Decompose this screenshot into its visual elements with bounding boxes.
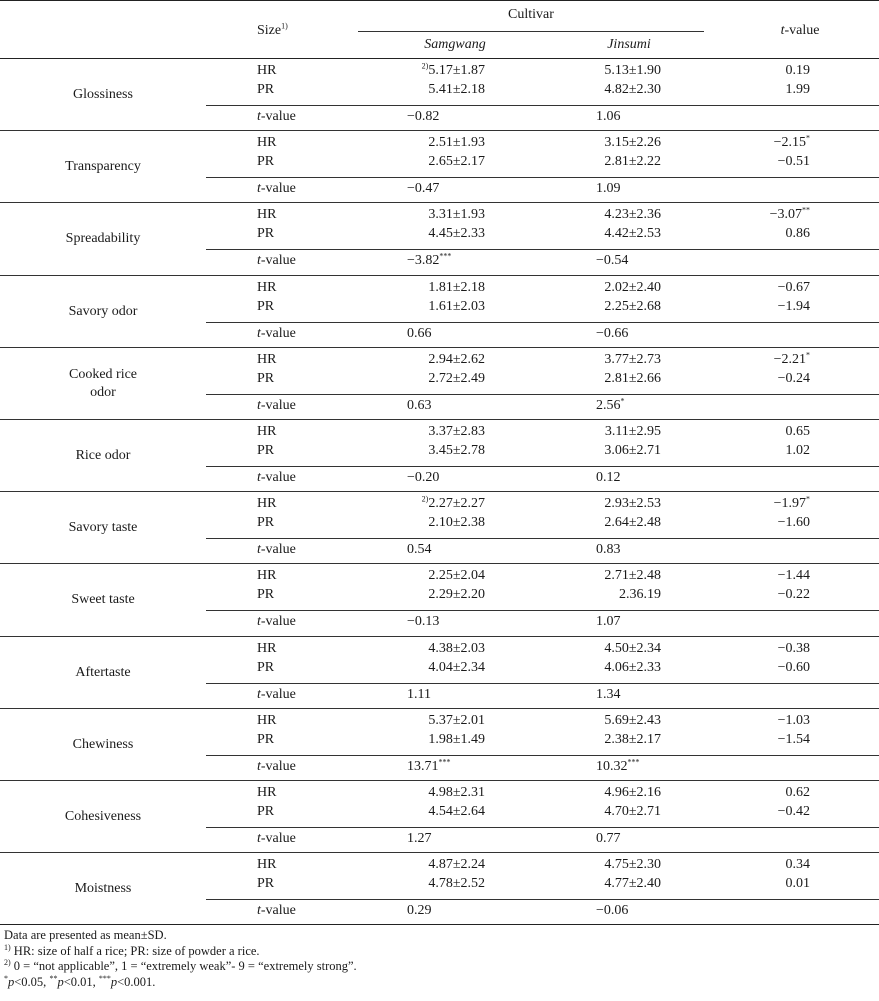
cell-tvalue-hr: 0.19 — [785, 63, 810, 78]
size-label-hr: HR — [257, 279, 277, 295]
cell-tvalue-pr: −0.42 — [777, 804, 810, 819]
tvalue-label: t-value — [257, 614, 296, 630]
size-label-pr: PR — [257, 731, 275, 747]
cell-tvalue-hr: −0.67 — [777, 279, 810, 295]
cell-jinsumi-pr: 4.70±2.71 — [604, 804, 661, 819]
tvalue-label: t-value — [257, 397, 296, 413]
cell-samgwang-tvalue: 0.29 — [407, 903, 432, 919]
cell-jinsumi-hr: 3.11±2.95 — [604, 424, 661, 439]
size-label-hr: HR — [257, 785, 277, 800]
cell-samgwang-tvalue: 0.54 — [407, 542, 432, 558]
row-group-rule — [0, 491, 879, 492]
tvalue-label: t-value — [257, 109, 296, 124]
tvalue-label: t-value — [257, 181, 296, 197]
footnote-data: Data are presented as mean±SD. — [4, 928, 167, 942]
cell-samgwang-pr: 2.10±2.38 — [428, 515, 485, 531]
cell-tvalue-pr: −0.60 — [777, 659, 810, 675]
cell-jinsumi-pr: 2.36.19 — [619, 587, 661, 603]
cell-jinsumi-hr: 4.23±2.36 — [604, 207, 661, 223]
row-group-rule — [0, 202, 879, 203]
cultivar-rule — [358, 31, 704, 32]
cell-jinsumi-tvalue: 1.09 — [596, 181, 621, 197]
cell-tvalue-pr: 0.01 — [785, 876, 810, 892]
cell-jinsumi-hr: 2.02±2.40 — [604, 279, 661, 295]
size-label-pr: PR — [257, 876, 275, 892]
row-inner-rule — [206, 827, 879, 828]
tvalue-label: t-value — [257, 686, 296, 702]
cell-jinsumi-tvalue: −0.06 — [596, 903, 629, 919]
row-group-rule — [0, 780, 879, 781]
cell-tvalue-pr: 0.86 — [785, 226, 810, 242]
tvalue-label: t-value — [257, 542, 296, 558]
cell-jinsumi-hr: 5.13±1.90 — [604, 63, 661, 78]
cell-jinsumi-pr: 2.64±2.48 — [604, 515, 661, 531]
row-inner-rule — [206, 105, 879, 106]
header-bottom-rule — [0, 58, 879, 59]
cell-jinsumi-pr: 2.81±2.22 — [604, 154, 661, 170]
size-label-hr: HR — [257, 712, 277, 728]
cell-jinsumi-tvalue: −0.54 — [596, 253, 629, 269]
size-label-pr: PR — [257, 226, 275, 242]
cell-samgwang-hr: $^{2)}$2.27±2.27 — [421, 494, 485, 512]
cell-jinsumi-tvalue: 0.77 — [596, 831, 621, 846]
cell-tvalue-pr: 1.02 — [785, 443, 810, 458]
footnote-1: $^{1)}$ HR: size of half a rice; PR: size of powder a rice. — [4, 942, 260, 958]
cell-samgwang-tvalue: −0.82 — [407, 109, 440, 124]
cell-jinsumi-pr: 4.82±2.30 — [604, 82, 661, 97]
size-label-pr: PR — [257, 804, 275, 819]
cell-samgwang-hr: 5.37±2.01 — [428, 712, 485, 728]
attribute-name: Spreadability — [65, 231, 141, 247]
cell-samgwang-tvalue: −0.20 — [407, 470, 440, 485]
cell-samgwang-pr: 3.45±2.78 — [428, 443, 485, 458]
cell-tvalue-pr: −1.94 — [777, 298, 810, 314]
cell-tvalue-pr: −0.24 — [777, 370, 810, 386]
size-label-pr: PR — [257, 298, 275, 314]
cell-samgwang-pr: 4.54±2.64 — [428, 804, 485, 819]
cell-samgwang-hr: 4.98±2.31 — [428, 785, 485, 800]
cell-samgwang-tvalue: 1.11 — [407, 686, 431, 702]
cell-tvalue-hr: −1.03 — [777, 712, 810, 728]
cell-samgwang-hr: 2.51±1.93 — [428, 135, 485, 151]
size-label-pr: PR — [257, 154, 275, 170]
tvalue-label: t-value — [257, 470, 296, 485]
cell-tvalue-pr: −1.60 — [777, 515, 810, 531]
size-label-pr: PR — [257, 515, 275, 531]
cell-tvalue-pr: −1.54 — [777, 731, 810, 747]
cell-jinsumi-pr: 4.06±2.33 — [604, 659, 661, 675]
cell-samgwang-pr: 2.29±2.20 — [428, 587, 485, 603]
header-cultivar: Cultivar — [508, 7, 554, 22]
cell-tvalue-hr: −1.97* — [773, 494, 810, 512]
cell-samgwang-tvalue: −0.47 — [407, 181, 440, 197]
size-label-hr: HR — [257, 568, 277, 584]
cell-samgwang-tvalue: −3.82*** — [407, 251, 452, 269]
cell-samgwang-pr: 1.61±2.03 — [428, 298, 485, 314]
row-group-rule — [0, 275, 879, 276]
attribute-name: Moistness — [74, 881, 132, 897]
row-inner-rule — [206, 249, 879, 250]
size-label-hr: HR — [257, 857, 277, 873]
row-inner-rule — [206, 538, 879, 539]
cell-samgwang-pr: 4.04±2.34 — [428, 659, 485, 675]
cell-samgwang-hr: 2.25±2.04 — [428, 568, 485, 584]
attribute-name: Rice odor — [75, 448, 131, 463]
size-label-pr: PR — [257, 370, 275, 386]
cell-jinsumi-hr: 2.93±2.53 — [604, 496, 661, 512]
tvalue-label: t-value — [257, 903, 296, 919]
cell-tvalue-hr: −2.15* — [773, 133, 810, 151]
attribute-name: Savory taste — [68, 520, 138, 536]
cell-jinsumi-tvalue: 1.07 — [596, 614, 621, 630]
cell-jinsumi-tvalue: 1.34 — [596, 686, 621, 702]
cell-samgwang-hr: 3.31±1.93 — [428, 207, 485, 223]
attribute-name: Sweet taste — [71, 592, 135, 608]
table-footnotes — [4, 928, 357, 990]
attribute-name: Cooked rice — [68, 366, 138, 382]
footnote-2: $^{2)}$ 0 = “not applicable”, 1 = “extremely weak”- 9 = “extremely strong”. — [4, 957, 357, 973]
size-label-pr: PR — [257, 587, 275, 603]
cell-samgwang-hr: $^{2)}$5.17±1.87 — [421, 61, 485, 78]
header-cultivar-samgwang: Samgwang — [424, 37, 486, 52]
cell-samgwang-hr: 3.37±2.83 — [428, 424, 485, 439]
size-label-hr: HR — [257, 351, 277, 367]
cell-samgwang-tvalue: 0.66 — [407, 325, 432, 341]
cell-samgwang-pr: 4.45±2.33 — [428, 226, 485, 242]
cell-jinsumi-pr: 4.42±2.53 — [604, 226, 661, 242]
cell-tvalue-hr: −1.44 — [777, 568, 810, 584]
row-inner-rule — [206, 755, 879, 756]
row-group-rule — [0, 852, 879, 853]
cell-samgwang-tvalue: −0.13 — [407, 614, 440, 630]
cell-jinsumi-tvalue: 0.12 — [596, 470, 621, 485]
attribute-name: Glossiness — [73, 87, 133, 102]
cell-samgwang-tvalue: 13.71*** — [407, 757, 451, 774]
row-group-rule — [0, 347, 879, 348]
row-inner-rule — [206, 394, 879, 395]
size-label-pr: PR — [257, 659, 275, 675]
header-size: Size$^{1)}$ — [257, 21, 288, 38]
cell-samgwang-pr: 2.72±2.49 — [428, 370, 485, 386]
cell-jinsumi-tvalue: 1.06 — [596, 109, 621, 124]
cell-jinsumi-hr: 5.69±2.43 — [604, 712, 661, 728]
cell-tvalue-pr: 1.99 — [785, 82, 810, 97]
cell-samgwang-pr: 2.65±2.17 — [428, 154, 485, 170]
table-top-rule — [0, 0, 879, 1]
cell-jinsumi-pr: 3.06±2.71 — [604, 443, 661, 458]
cell-jinsumi-hr: 3.15±2.26 — [604, 135, 661, 151]
header-cultivar-jinsumi: Jinsumi — [607, 37, 651, 52]
cell-samgwang-hr: 4.38±2.03 — [428, 640, 485, 656]
row-inner-rule — [206, 899, 879, 900]
row-group-rule — [0, 130, 879, 131]
cell-jinsumi-hr: 3.77±2.73 — [604, 351, 661, 367]
cell-jinsumi-tvalue: 10.32*** — [596, 757, 640, 774]
row-inner-rule — [206, 610, 879, 611]
attribute-name: Cohesiveness — [64, 809, 142, 824]
cell-samgwang-pr: 1.98±1.49 — [428, 731, 485, 747]
cell-jinsumi-tvalue: 2.56* — [596, 396, 625, 413]
row-group-rule — [0, 419, 879, 420]
row-group-rule — [0, 708, 879, 709]
size-label-pr: PR — [257, 443, 275, 458]
size-label-hr: HR — [257, 207, 277, 223]
cell-samgwang-pr: 5.41±2.18 — [428, 82, 485, 97]
size-label-hr: HR — [257, 424, 277, 439]
cell-jinsumi-pr: 2.38±2.17 — [604, 731, 661, 747]
size-label-hr: HR — [257, 496, 277, 512]
cell-tvalue-hr: −0.38 — [777, 640, 810, 656]
size-label-hr: HR — [257, 63, 277, 78]
row-inner-rule — [206, 322, 879, 323]
attribute-name: Aftertaste — [75, 664, 131, 680]
size-label-hr: HR — [257, 135, 277, 151]
tvalue-label: t-value — [257, 758, 296, 774]
footnote-significance: *p<0.05, **p<0.01, ***p<0.001. — [4, 973, 156, 989]
attribute-name: Chewiness — [72, 736, 134, 752]
cell-jinsumi-pr: 2.25±2.68 — [604, 298, 661, 314]
cell-samgwang-pr: 4.78±2.52 — [428, 876, 485, 892]
cell-samgwang-hr: 1.81±2.18 — [428, 279, 485, 295]
row-group-rule — [0, 636, 879, 637]
cell-jinsumi-tvalue: −0.66 — [596, 325, 629, 341]
cell-jinsumi-hr: 4.75±2.30 — [604, 857, 661, 873]
tvalue-label: t-value — [257, 831, 296, 846]
cell-tvalue-hr: 0.65 — [785, 424, 810, 439]
header-tvalue: t-value — [780, 23, 820, 38]
cell-samgwang-hr: 4.87±2.24 — [428, 857, 485, 873]
attribute-name: Transparency — [65, 159, 141, 175]
size-label-pr: PR — [257, 82, 275, 97]
cell-tvalue-hr: 0.34 — [785, 857, 810, 873]
cell-samgwang-tvalue: 0.63 — [407, 397, 432, 413]
cell-tvalue-hr: 0.62 — [785, 785, 810, 800]
cell-samgwang-tvalue: 1.27 — [407, 831, 432, 846]
cell-jinsumi-pr: 2.81±2.66 — [604, 370, 661, 386]
cell-jinsumi-tvalue: 0.83 — [596, 542, 621, 558]
row-inner-rule — [206, 466, 879, 467]
cell-jinsumi-pr: 4.77±2.40 — [604, 876, 661, 892]
row-group-rule — [0, 924, 879, 925]
cell-tvalue-hr: −2.21* — [773, 350, 810, 367]
cell-samgwang-hr: 2.94±2.62 — [428, 351, 485, 367]
cell-tvalue-pr: −0.22 — [777, 587, 810, 603]
cell-jinsumi-hr: 4.50±2.34 — [604, 640, 661, 656]
attribute-name-line2: odor — [90, 384, 116, 400]
tvalue-label: t-value — [257, 253, 296, 269]
row-inner-rule — [206, 683, 879, 684]
row-group-rule — [0, 563, 879, 564]
cell-tvalue-hr: −3.07** — [769, 205, 810, 223]
cell-jinsumi-hr: 2.71±2.48 — [604, 568, 661, 584]
size-label-hr: HR — [257, 640, 277, 656]
row-inner-rule — [206, 177, 879, 178]
cell-jinsumi-hr: 4.96±2.16 — [604, 785, 661, 800]
tvalue-label: t-value — [257, 325, 296, 341]
cell-tvalue-pr: −0.51 — [777, 154, 810, 170]
attribute-name: Savory odor — [68, 303, 138, 319]
